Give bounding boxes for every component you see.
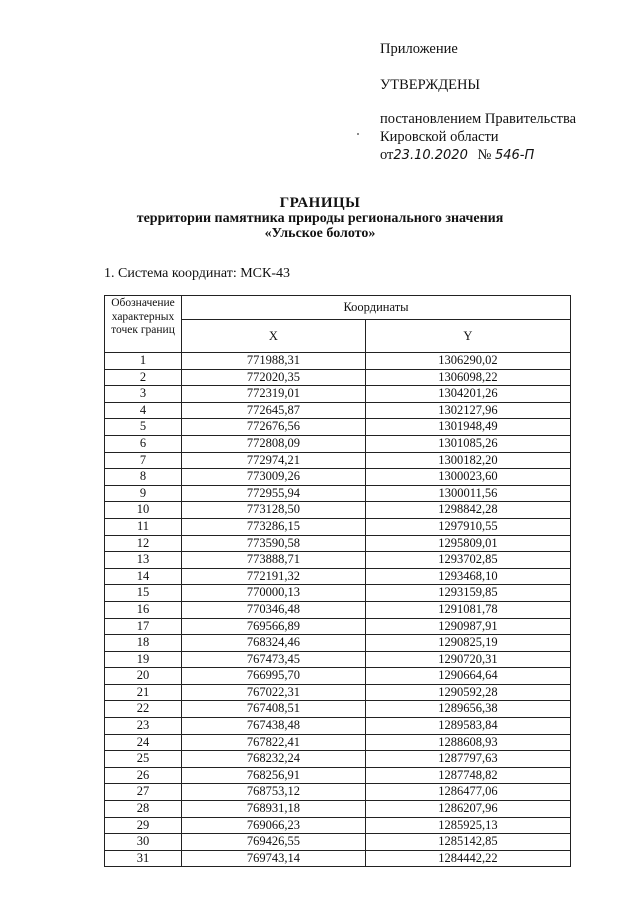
table-row: [105, 452, 571, 469]
x-coordinate-cell: 768232,24: [182, 751, 366, 768]
point-number-cell: 10: [105, 502, 182, 519]
x-coordinate-cell: 772808,09: [182, 435, 366, 452]
x-coordinate-cell: 769743,14: [182, 850, 366, 867]
y-coordinate-cell: 1302127,96: [365, 402, 570, 419]
y-coordinate-cell: 1290825,19: [365, 635, 570, 652]
point-number-cell: 14: [105, 568, 182, 585]
x-coordinate-cell: 767822,41: [182, 734, 366, 751]
table-row: [105, 701, 571, 718]
table-row: [105, 485, 571, 502]
y-coordinate-cell: 1285142,85: [365, 834, 570, 851]
document-title: [0, 196, 640, 241]
y-coordinate-cell: 1287797,63: [365, 751, 570, 768]
x-coordinate-cell: 773286,15: [182, 518, 366, 535]
x-coordinate-cell: 772645,87: [182, 402, 366, 419]
point-number-cell: 11: [105, 518, 182, 535]
header-coordinates: Координаты: [182, 296, 571, 320]
table-row: [105, 767, 571, 784]
y-coordinate-cell: 1290592,28: [365, 684, 570, 701]
table-row: [105, 651, 571, 668]
table-row: [105, 834, 571, 851]
handwritten-date: 23.10.2020: [393, 148, 468, 163]
table-row: [105, 386, 571, 403]
point-number-cell: 18: [105, 635, 182, 652]
y-coordinate-cell: 1284442,22: [365, 850, 570, 867]
x-coordinate-cell: 767438,48: [182, 718, 366, 735]
y-coordinate-cell: 1301085,26: [365, 435, 570, 452]
point-number-cell: 20: [105, 668, 182, 685]
y-coordinate-cell: 1290664,64: [365, 668, 570, 685]
point-number-cell: 23: [105, 718, 182, 735]
table-row: [105, 718, 571, 735]
point-number-cell: 27: [105, 784, 182, 801]
point-number-cell: 21: [105, 684, 182, 701]
x-coordinate-cell: 773128,50: [182, 502, 366, 519]
x-coordinate-cell: 767473,45: [182, 651, 366, 668]
y-coordinate-cell: 1300011,56: [365, 485, 570, 502]
y-coordinate-cell: 1285925,13: [365, 817, 570, 834]
table-row: [105, 684, 571, 701]
table-row: [105, 850, 571, 867]
y-coordinate-cell: 1301948,49: [365, 419, 570, 436]
x-coordinate-cell: 766995,70: [182, 668, 366, 685]
title-line-2: территории памятника природы регионального значения: [136, 211, 504, 226]
table-row: [105, 668, 571, 685]
y-coordinate-cell: 1298842,28: [365, 502, 570, 519]
x-coordinate-cell: 769566,89: [182, 618, 366, 635]
table-row: [105, 552, 571, 569]
x-coordinate-cell: 773888,71: [182, 552, 366, 569]
title-main: ГРАНИЦЫ: [279, 195, 361, 211]
x-coordinate-cell: 770346,48: [182, 601, 366, 618]
x-coordinate-cell: 767022,31: [182, 684, 366, 701]
y-coordinate-cell: 1293159,85: [365, 585, 570, 602]
x-coordinate-cell: 770000,13: [182, 585, 366, 602]
point-number-cell: 24: [105, 734, 182, 751]
table-row: [105, 535, 571, 552]
x-coordinate-cell: 772974,21: [182, 452, 366, 469]
point-number-cell: 15: [105, 585, 182, 602]
y-coordinate-cell: 1293702,85: [365, 552, 570, 569]
y-coordinate-cell: 1286477,06: [365, 784, 570, 801]
point-number-cell: 30: [105, 834, 182, 851]
y-coordinate-cell: 1291081,78: [365, 601, 570, 618]
header-x: X: [182, 320, 366, 353]
y-coordinate-cell: 1306098,22: [365, 369, 570, 386]
x-coordinate-cell: 768324,46: [182, 635, 366, 652]
point-number-cell: 5: [105, 419, 182, 436]
x-coordinate-cell: 772955,94: [182, 485, 366, 502]
date-prefix: от: [380, 147, 394, 163]
point-number-cell: 6: [105, 435, 182, 452]
x-coordinate-cell: 773009,26: [182, 469, 366, 486]
point-number-cell: 25: [105, 751, 182, 768]
x-coordinate-cell: 772319,01: [182, 386, 366, 403]
coordinate-system-label: 1. Система координат: МСК-43: [104, 266, 291, 281]
point-number-cell: 22: [105, 701, 182, 718]
point-number-cell: 29: [105, 817, 182, 834]
x-coordinate-cell: 769426,55: [182, 834, 366, 851]
table-row: [105, 402, 571, 419]
table-row: [105, 635, 571, 652]
point-number-cell: 16: [105, 601, 182, 618]
decree-date-line: [380, 146, 534, 165]
x-coordinate-cell: 772676,56: [182, 419, 366, 436]
point-number-cell: 1: [105, 353, 182, 370]
scan-speck: [357, 133, 359, 135]
y-coordinate-cell: 1297910,55: [365, 518, 570, 535]
header-point-number: Обозначение характерных точек границ: [105, 296, 182, 353]
y-coordinate-cell: 1289656,38: [365, 701, 570, 718]
table-row: [105, 734, 571, 751]
y-coordinate-cell: 1300182,20: [365, 452, 570, 469]
table-row: [105, 435, 571, 452]
y-coordinate-cell: 1295809,01: [365, 535, 570, 552]
point-number-cell: 19: [105, 651, 182, 668]
point-number-cell: 9: [105, 485, 182, 502]
x-coordinate-cell: 771988,31: [182, 353, 366, 370]
table-row: [105, 585, 571, 602]
decree-line-1: постановлением Правительства: [380, 111, 577, 127]
title-line-3: «Ульское болото»: [264, 226, 376, 241]
y-coordinate-cell: 1287748,82: [365, 767, 570, 784]
point-number-cell: 28: [105, 801, 182, 818]
appendix-label: Приложение: [380, 41, 458, 57]
handwritten-number: 546-П: [494, 148, 535, 163]
y-coordinate-cell: 1289583,84: [365, 718, 570, 735]
x-coordinate-cell: 772020,35: [182, 369, 366, 386]
point-number-cell: 13: [105, 552, 182, 569]
x-coordinate-cell: 772191,32: [182, 568, 366, 585]
table-row: [105, 469, 571, 486]
table-row: [105, 568, 571, 585]
y-coordinate-cell: 1306290,02: [365, 353, 570, 370]
coordinates-table: [104, 295, 571, 867]
point-number-cell: 17: [105, 618, 182, 635]
point-number-cell: 3: [105, 386, 182, 403]
decree-line-2: Кировской области: [380, 129, 499, 145]
table-row: [105, 419, 571, 436]
coordinates-body: [105, 353, 571, 867]
point-number-cell: 2: [105, 369, 182, 386]
table-row: [105, 518, 571, 535]
y-coordinate-cell: 1290720,31: [365, 651, 570, 668]
table-row: [105, 618, 571, 635]
y-coordinate-cell: 1293468,10: [365, 568, 570, 585]
number-prefix: №: [477, 147, 492, 163]
table-row: [105, 502, 571, 519]
header-y: Y: [365, 320, 570, 353]
table-row: [105, 817, 571, 834]
x-coordinate-cell: 768931,18: [182, 801, 366, 818]
x-coordinate-cell: 767408,51: [182, 701, 366, 718]
table-row: [105, 751, 571, 768]
y-coordinate-cell: 1300023,60: [365, 469, 570, 486]
table-row: [105, 353, 571, 370]
point-number-cell: 26: [105, 767, 182, 784]
table-row: [105, 784, 571, 801]
table-row: [105, 369, 571, 386]
point-number-cell: 7: [105, 452, 182, 469]
x-coordinate-cell: 769066,23: [182, 817, 366, 834]
x-coordinate-cell: 768753,12: [182, 784, 366, 801]
point-number-cell: 12: [105, 535, 182, 552]
approved-label: УТВЕРЖДЕНЫ: [380, 77, 481, 93]
point-number-cell: 4: [105, 402, 182, 419]
x-coordinate-cell: 768256,91: [182, 767, 366, 784]
y-coordinate-cell: 1288608,93: [365, 734, 570, 751]
point-number-cell: 8: [105, 469, 182, 486]
y-coordinate-cell: 1304201,26: [365, 386, 570, 403]
y-coordinate-cell: 1290987,91: [365, 618, 570, 635]
y-coordinate-cell: 1286207,96: [365, 801, 570, 818]
x-coordinate-cell: 773590,58: [182, 535, 366, 552]
table-row: [105, 801, 571, 818]
table-row: [105, 601, 571, 618]
point-number-cell: 31: [105, 850, 182, 867]
